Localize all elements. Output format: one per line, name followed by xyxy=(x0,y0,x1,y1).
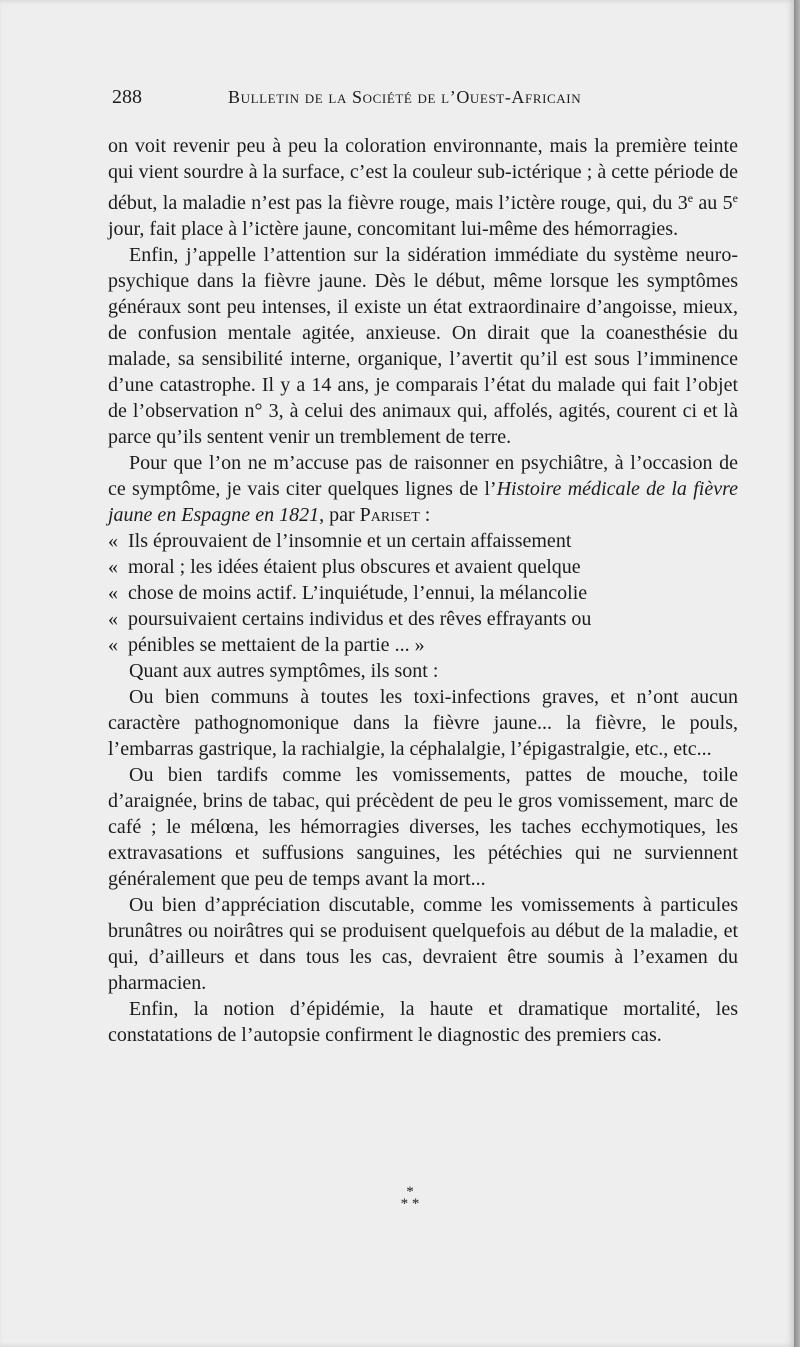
block-quote xyxy=(108,528,738,658)
quote-line: « poursuivaient certains individus et des rêves effrayants ou xyxy=(108,608,592,630)
cited-title: Histoire médicale de la fièvre jaune en Espagne en 1821 xyxy=(108,478,738,526)
paragraph-4: Quant aux autres symptômes, ils sont : xyxy=(129,660,439,682)
cited-author: Pariset xyxy=(359,504,420,526)
paragraph-8: Enfin, la notion d’épidémie, la haute et dramatique mortalité, les constatations de l’autopsie confirment le diagnostic des premiers cas. xyxy=(108,998,738,1046)
body-text xyxy=(108,133,738,1048)
asterism-bottom: * * xyxy=(400,1196,420,1212)
quote-line: « chose de moins actif. L’inquiétude, l’ennui, la mélancolie xyxy=(108,582,588,604)
asterism xyxy=(380,1186,440,1210)
running-title: Bulletin de la Société de l’Ouest-Africain xyxy=(228,87,582,107)
page-number: 288 xyxy=(112,86,142,108)
paragraph-6: Ou bien tardifs comme les vomissements, pattes de mouche, toile d’araignée, brins de tabac, qui précèdent de peu le gros vomissement, marc de café ; le mélœna, les hémorragies diverses, les taches ecchymotiques, les extravasations et suffusions sanguines, les pétéchies qui ne surviennent généralement que peu de temps avant la mort... xyxy=(108,764,738,890)
paragraph-7: Ou bien d’appréciation discutable, comme les vomissements à particules brunâtres ou noirâtres qui se produisent quelquefois au début de la maladie, et qui, d’ailleurs et dans tous les cas, devraient être soumis à l’examen du pharmacien. xyxy=(108,894,738,994)
quote-line: « moral ; les idées étaient plus obscures et avaient quelque xyxy=(108,556,581,578)
paragraph-1: on voit revenir peu à peu la coloration environnante, mais la première teinte qui vient sourdre à la surface, c’est la couleur sub-ictérique ; à cette période de début, la maladie n’est pas la fièvre rouge, mais l’ictère rouge, qui, du 3e au 5e jour, fait place à l’ictère jaune, concomitant lui-même des hémorragies. xyxy=(108,135,738,240)
paragraph-3: Pour que l’on ne m’accuse pas de raisonner en psychiâtre, à l’occasion de ce symptôme, je vais citer quelques lignes de l’Histoire médicale de la fièvre jaune en Espagne en 1821, par Pariset : xyxy=(108,452,738,526)
paragraph-2: Enfin, j’appelle l’attention sur la sidération immédiate du système neuro-psychique dans la fièvre jaune. Dès le début, même lorsque les symptômes généraux sont peu intenses, il existe un état extraordinaire d’angoisse, mieux, de confusion mentale agitée, anxieuse. On dirait que la coanesthésie du malade, sa sensibilité interne, organique, l’avertit qu’il est sous l’imminence d’une catastrophe. Il y a 14 ans, je comparais l’état du malade qui fait l’objet de l’observation n° 3, à celui des animaux qui, affolés, agités, courent ci et là parce qu’ils sentent venir un tremblement de terre. xyxy=(108,244,738,448)
asterism-top: * xyxy=(406,1184,414,1200)
quote-line: « Ils éprouvaient de l’insomnie et un certain affaissement xyxy=(108,530,572,552)
page-header xyxy=(112,86,742,110)
quote-line: « pénibles se mettaient de la partie ... » xyxy=(108,634,425,656)
page-edge xyxy=(794,0,800,1347)
paragraph-5: Ou bien communs à toutes les toxi-infections graves, et n’ont aucun caractère pathognomonique dans la fièvre jaune... la fièvre, le pouls, l’embarras gastrique, la rachialgie, la céphalalgie, l’épigastralgie, etc., etc... xyxy=(108,686,738,760)
